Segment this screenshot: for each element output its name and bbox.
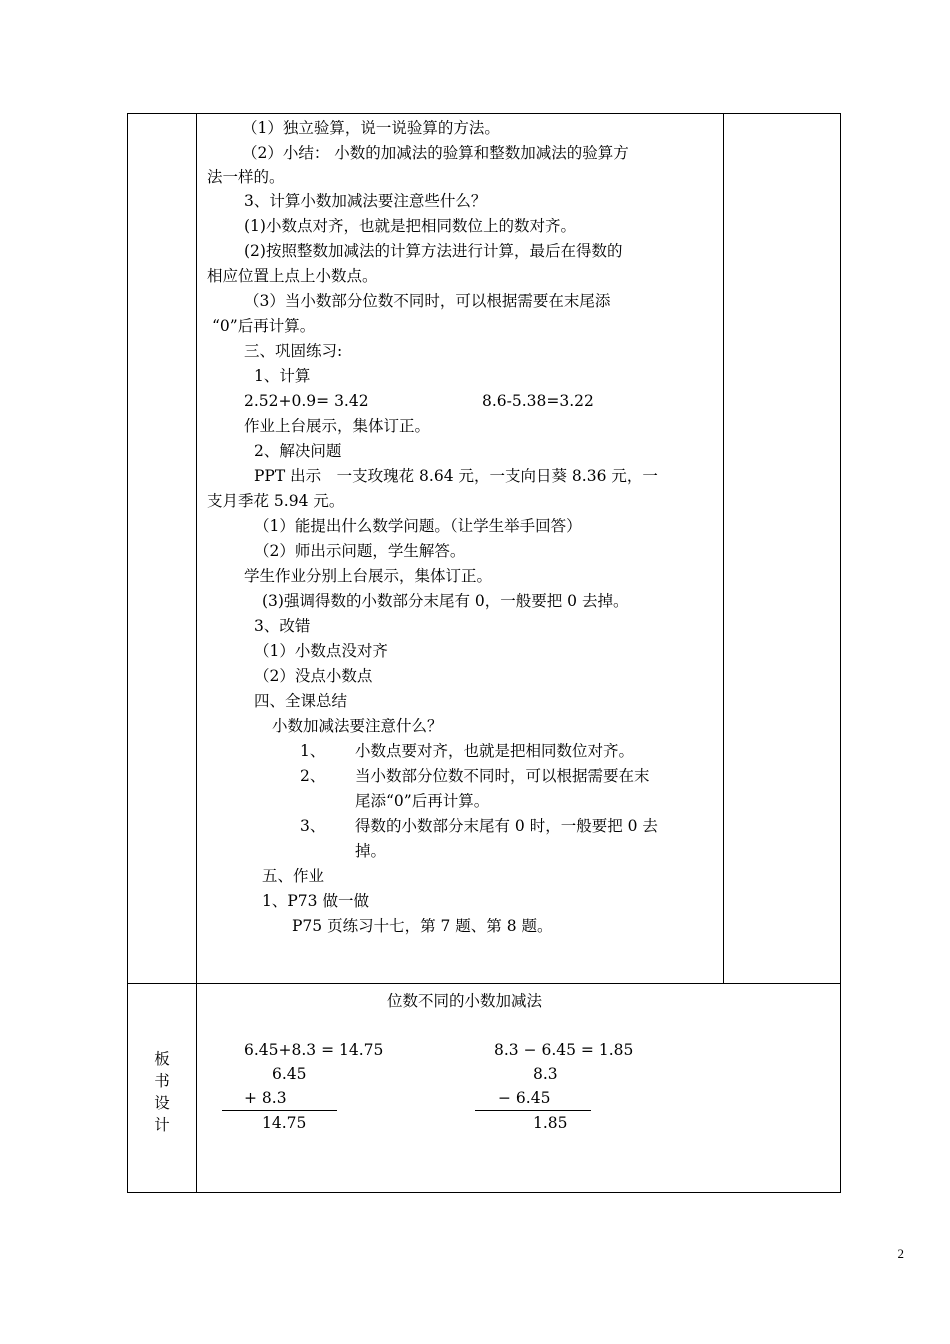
- table-bottom-border: [127, 1192, 841, 1193]
- table-left-border: [127, 113, 128, 1193]
- text-line: 小数加减法要注意什么？: [272, 717, 443, 735]
- text-line: (1)小数点对齐，也就是把相同数位上的数对齐。: [244, 217, 576, 235]
- text-line: 作业上台展示，集体订正。: [244, 417, 431, 435]
- text-line: 法一样的。: [207, 168, 285, 186]
- text-line: 1、P73 做一做: [262, 892, 369, 910]
- text-line: (3)强调得数的小数部分末尾有 0，一般要把 0 去掉。: [262, 592, 629, 610]
- text-line: 2、解决问题: [254, 442, 342, 460]
- text-line: 3、计算小数加减法要注意些什么？: [244, 192, 487, 210]
- text-line: 掉。: [355, 842, 387, 860]
- text-line: 学生作业分别上台展示，集体订正。: [244, 567, 493, 585]
- list-number: 3、: [300, 817, 326, 835]
- list-number: 2、: [300, 767, 326, 785]
- list-number: 1、: [300, 742, 326, 760]
- left-result: 14.75: [262, 1114, 307, 1132]
- right-equation: 8.3 − 6.45 = 1.85: [494, 1041, 634, 1059]
- text-line: 支月季花 5.94 元。: [207, 492, 345, 510]
- text-line: （1）小数点没对齐: [254, 642, 388, 660]
- left-sum-line: [222, 1110, 337, 1111]
- text-line: （2）没点小数点: [254, 667, 373, 685]
- text-line: P75 页练习十七，第 7 题、第 8 题。: [292, 917, 553, 935]
- text-line: 四、全课总结: [254, 692, 348, 710]
- right-result: 1.85: [533, 1114, 568, 1132]
- text-line: 1、计算: [254, 367, 311, 385]
- table-right-border: [840, 113, 841, 1193]
- board-design-label: 板书设计: [154, 1050, 170, 1134]
- text-line: （1）能提出什么数学问题。（让学生举手回答）: [254, 517, 582, 535]
- left-operand-b: + 8.3: [244, 1089, 287, 1107]
- text-line: (2)按照整数加减法的计算方法进行计算，最后在得数的: [244, 242, 623, 260]
- text-line: （2）师出示问题，学生解答。: [254, 542, 466, 560]
- page-number: 2: [897, 1246, 904, 1261]
- table-top-border: [127, 113, 841, 114]
- board-title: 位数不同的小数加减法: [387, 992, 543, 1010]
- text-line: 五、作业: [262, 867, 325, 885]
- column-divider-2: [723, 113, 724, 984]
- text-line: （2）小结： 小数的加减法的验算和整数加减法的验算方: [242, 144, 629, 162]
- text-line: 2.52+0.9= 3.42: [244, 392, 369, 410]
- text-line: “0”后再计算。: [212, 317, 316, 335]
- text-line: 尾添“0”后再计算。: [355, 792, 490, 810]
- text-line: （1）独立验算，说一说验算的方法。: [242, 119, 500, 137]
- right-operand-a: 8.3: [533, 1065, 558, 1083]
- text-line: 得数的小数部分末尾有 0 时，一般要把 0 去: [355, 817, 658, 835]
- text-line: 当小数部分位数不同时，可以根据需要在末: [355, 767, 650, 785]
- column-divider-1: [196, 113, 197, 1193]
- left-equation: 6.45+8.3 = 14.75: [244, 1041, 384, 1059]
- row-divider: [127, 983, 841, 984]
- text-line: 3、改错: [254, 617, 311, 635]
- left-operand-a: 6.45: [272, 1065, 307, 1083]
- text-line: 三、巩固练习:: [244, 342, 343, 360]
- text-line: PPT 出示 一支玫瑰花 8.64 元，一支向日葵 8.36 元，一: [254, 467, 658, 485]
- right-difference-line: [475, 1110, 591, 1111]
- right-operand-b: − 6.45: [498, 1089, 551, 1107]
- text-line: 小数点要对齐，也就是把相同数位对齐。: [355, 742, 635, 760]
- text-line: （3）当小数部分位数不同时，可以根据需要在末尾添: [244, 292, 611, 310]
- text-line: 8.6-5.38=3.22: [482, 392, 594, 410]
- text-line: 相应位置上点上小数点。: [207, 267, 378, 285]
